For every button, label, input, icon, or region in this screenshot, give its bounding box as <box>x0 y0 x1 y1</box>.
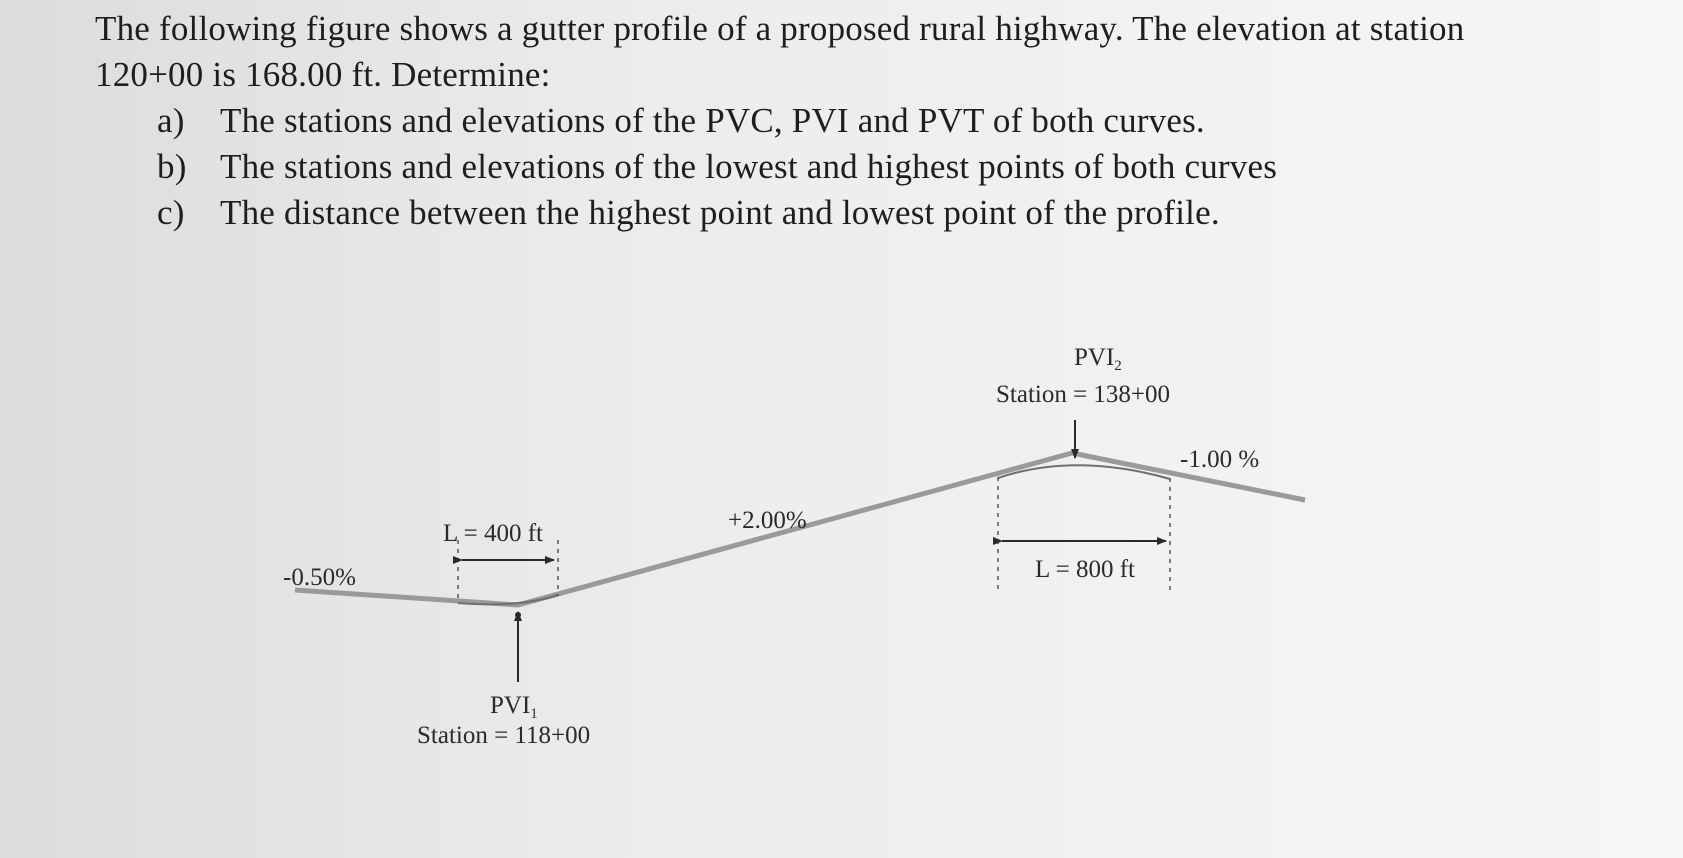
pvi-1-point <box>515 612 521 618</box>
question-marker: b) <box>157 147 187 186</box>
pvi-2-station-label: Station = 138+00 <box>996 381 1171 408</box>
pvi-1-station-label: Station = 118+00 <box>417 722 591 749</box>
question-text: The distance between the highest point and lowest point of the profile. <box>220 193 1220 232</box>
pvi-2-label <box>1074 344 1122 374</box>
question-marker: a) <box>157 101 185 140</box>
pvi-2-label-text: PVI <box>1074 344 1115 371</box>
curve-2-length-label: L = 800 ft <box>1035 556 1135 583</box>
question-text: The stations and elevations of the PVC, PVI and PVT of both curves. <box>220 101 1205 140</box>
pvi-1-label-text: PVI <box>490 692 531 719</box>
pvi-1-subscript: 1 <box>530 706 538 722</box>
curve-1-length-label: L = 400 ft <box>443 520 543 547</box>
grade-2-label: +2.00% <box>728 507 807 534</box>
grade-1-label: -0.50% <box>283 564 356 591</box>
pvi-2-subscript: 2 <box>1114 358 1122 374</box>
question-marker: c) <box>157 193 185 232</box>
pvi-1-label <box>490 692 538 722</box>
problem-intro-line-2: 120+00 is 168.00 ft. Determine: <box>95 55 551 94</box>
question-text: The stations and elevations of the lowest and highest points of both curves <box>220 147 1278 186</box>
problem-intro-line-1: The following figure shows a gutter profile of a proposed rural highway. The elevation at station <box>95 9 1465 48</box>
grade-3-label: -1.00 % <box>1180 446 1260 473</box>
